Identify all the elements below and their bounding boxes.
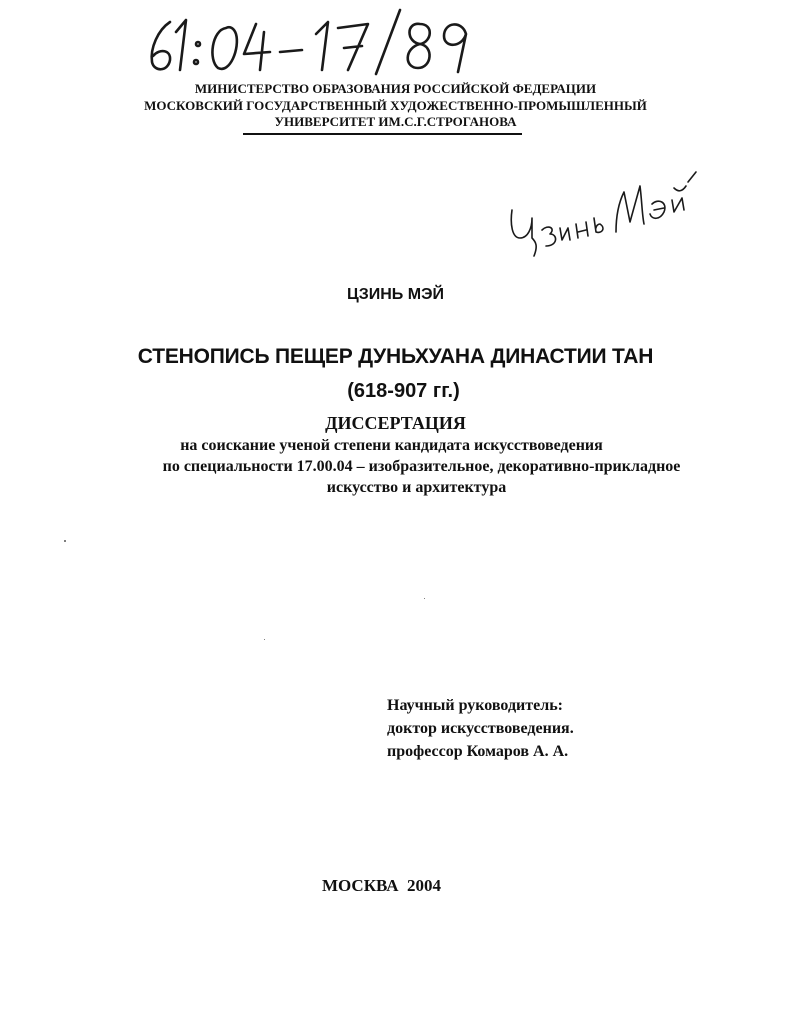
supervisor-label: Научный руководитель: <box>387 697 563 714</box>
header-divider <box>243 133 522 135</box>
author-signature <box>498 162 704 280</box>
degree-line-1: на соискание ученой степени кандидата искусствоведения <box>180 437 603 454</box>
digit-4-stroke <box>244 24 270 70</box>
scan-speck <box>424 598 425 599</box>
archive-number-handwritten <box>140 8 500 78</box>
signature-letter-2 <box>542 227 556 246</box>
university-heading-line2: УНИВЕРСИТЕТ ИМ.С.Г.СТРОГАНОВА <box>274 114 517 129</box>
archive-number-drawing <box>140 8 500 78</box>
signature-letter-3 <box>560 228 570 240</box>
degree-line-3: искусство и архитектура <box>326 479 507 496</box>
colon-dot-top <box>196 42 200 46</box>
signature-drawing <box>498 162 704 280</box>
university-heading-line1: МОСКОВСКИЙ ГОСУДАРСТВЕННЫЙ ХУДОЖЕСТВЕННО-ПРОМЫШЛЕННЫЙ <box>144 98 647 113</box>
digit-1b-stroke <box>316 22 328 70</box>
signature-letter-6 <box>616 186 644 232</box>
scan-speck <box>264 639 265 640</box>
signature-letter-4 <box>576 222 588 238</box>
supervisor-degree: доктор искусствоведения. <box>387 720 574 737</box>
scan-speck <box>64 540 66 542</box>
digit-8-stroke <box>408 24 430 68</box>
digit-7-stroke <box>338 24 368 70</box>
digit-6-stroke <box>152 22 170 69</box>
city-year: МОСКВА 2004 <box>321 876 442 895</box>
supervisor-name: профессор Комаров А. А. <box>387 743 569 760</box>
signature-letter-5 <box>594 218 603 232</box>
digit-0-stroke <box>212 27 236 69</box>
colon-dot-bottom <box>194 60 198 64</box>
signature-letter-1 <box>511 210 536 256</box>
ministry-heading: МИНИСТЕРСТВО ОБРАЗОВАНИЯ РОССИЙСКОЙ ФЕДЕРАЦИИ <box>194 81 597 96</box>
document-type: ДИССЕРТАЦИЯ <box>325 413 466 433</box>
dissertation-years: (618-907 гг.) <box>347 380 460 402</box>
supervisor-block <box>387 695 574 762</box>
slash-stroke <box>376 10 400 74</box>
signature-flourish <box>688 172 696 182</box>
dissertation-title: СТЕНОПИСЬ ПЕЩЕР ДУНЬХУАНА ДИНАСТИИ ТАН <box>137 345 654 368</box>
signature-letter-8 <box>672 186 686 212</box>
signature-letter-7 <box>650 201 665 218</box>
author-name: ЦЗИНЬ МЭЙ <box>347 286 444 303</box>
dash-stroke <box>280 50 302 52</box>
digit-9-stroke <box>444 24 466 72</box>
digit-1-stroke <box>176 20 186 70</box>
degree-line-2: по специальности 17.00.04 – изобразительное, декоративно-прикладное <box>162 458 681 475</box>
